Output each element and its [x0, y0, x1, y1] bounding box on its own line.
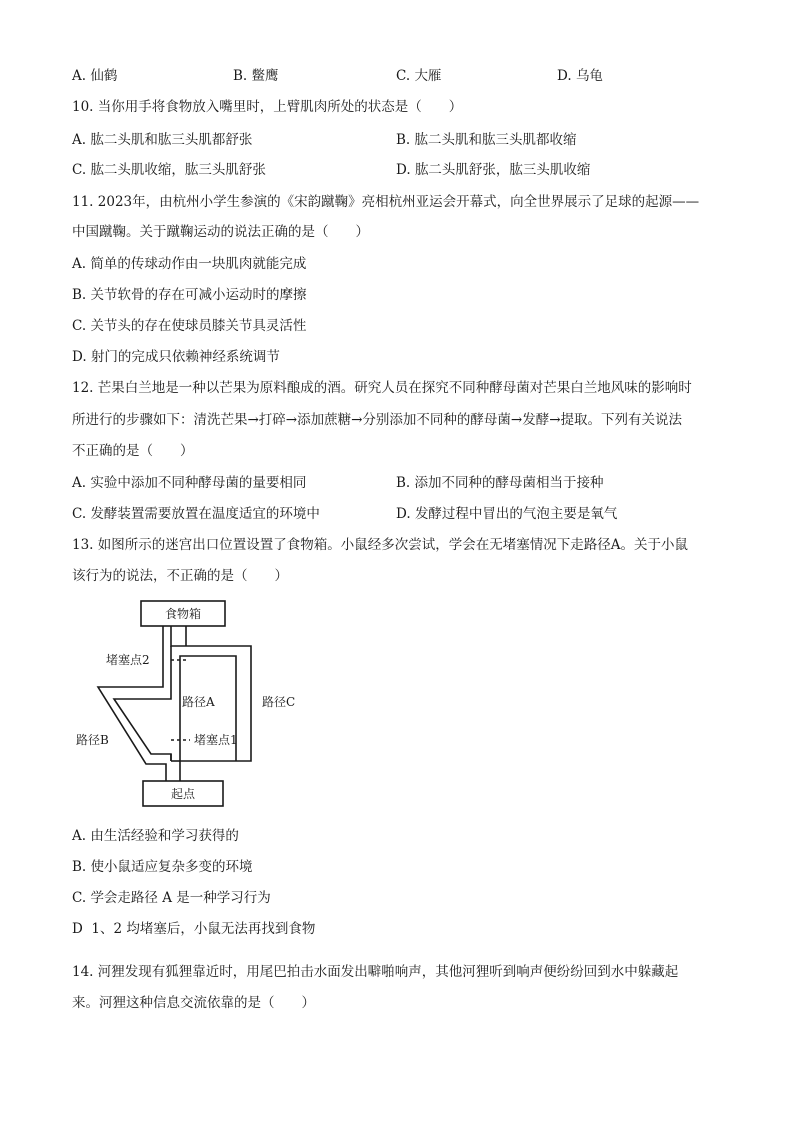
q12-option-b: B. 添加不同种的酵母菌相当于接种: [396, 475, 604, 491]
q9-option-b: B. 鳖鹰: [233, 68, 279, 84]
maze-diagram: [70, 596, 330, 811]
q11-option-c: C. 关节头的存在使球员膝关节具灵活性: [72, 318, 307, 334]
q11-option-a: A. 简单的传球动作由一块肌肉就能完成: [72, 256, 307, 272]
q12-stem-line2: 所进行的步骤如下：清洗芒果→打碎→添加蔗糖→分别添加不同种的酵母菌→发酵→提取。下列有关说法: [72, 412, 683, 428]
q13-option-b: B. 使小鼠适应复杂多变的环境: [72, 859, 253, 875]
q12-stem-line3: 不正确的是（ ）: [72, 443, 194, 459]
q11-stem-line1: 11. 2023年，由杭州小学生参演的《宋韵蹴鞠》亮相杭州亚运会开幕式，向全世界展示了足球的起源——: [72, 194, 700, 210]
q11-option-d: D. 射门的完成只依赖神经系统调节: [72, 349, 280, 365]
q9-option-c: C. 大雁: [396, 68, 442, 84]
q12-option-a: A. 实验中添加不同种酵母菌的量要相同: [72, 475, 307, 491]
q11-stem-line2: 中国蹴鞠。关于蹴鞠运动的说法正确的是（ ）: [72, 224, 369, 240]
block-point-1-label: 堵塞点1: [194, 733, 238, 747]
q9-option-d: D. 乌龟: [557, 68, 603, 84]
path-c-label: 路径C: [262, 695, 296, 709]
q13-option-c: C. 学会走路径 A 是一种学习行为: [72, 890, 271, 906]
q9-option-a: A. 仙鹤: [72, 68, 118, 84]
q12-option-c: C. 发酵装置需要放置在温度适宜的环境中: [72, 506, 320, 522]
q10-option-a: A. 肱二头肌和肱三头肌都舒张: [72, 132, 253, 148]
q13-option-a: A. 由生活经验和学习获得的: [72, 828, 239, 844]
q14-stem-line1: 14. 河狸发现有狐狸靠近时，用尾巴拍击水面发出噼啪响声，其他河狸听到响声便纷纷回到水中躲藏起: [72, 964, 679, 980]
q10-stem: 10. 当你用手将食物放入嘴里时，上臂肌肉所处的状态是（ ）: [72, 99, 463, 115]
start-label: 起点: [170, 787, 196, 801]
q12-option-d: D. 发酵过程中冒出的气泡主要是氧气: [396, 506, 618, 522]
block-point-2-label: 堵塞点2: [106, 653, 150, 667]
path-a-label: 路径A: [182, 695, 215, 709]
q10-option-d: D. 肱二头肌舒张，肱三头肌收缩: [396, 162, 591, 178]
food-box-label: 食物箱: [164, 607, 202, 621]
q13-stem-line2: 该行为的说法，不正确的是（ ）: [72, 568, 288, 584]
q12-stem-line1: 12. 芒果白兰地是一种以芒果为原料酿成的酒。研究人员在探究不同种酵母菌对芒果白兰地风味的影响时: [72, 380, 692, 396]
q10-option-c: C. 肱二头肌收缩，肱三头肌舒张: [72, 162, 266, 178]
q13-stem-line1: 13. 如图所示的迷宫出口位置设置了食物箱。小鼠经多次尝试，学会在无堵塞情况下走路径A。关于小鼠: [72, 537, 689, 553]
q10-option-b: B. 肱二头肌和肱三头肌都收缩: [396, 132, 577, 148]
q13-option-d: D 1、2 均堵塞后，小鼠无法再找到食物: [72, 921, 316, 937]
q14-stem-line2: 来。河狸这种信息交流依靠的是（ ）: [72, 995, 315, 1011]
q11-option-b: B. 关节软骨的存在可减小运动时的摩擦: [72, 287, 307, 303]
path-b-label: 路径B: [76, 733, 109, 747]
